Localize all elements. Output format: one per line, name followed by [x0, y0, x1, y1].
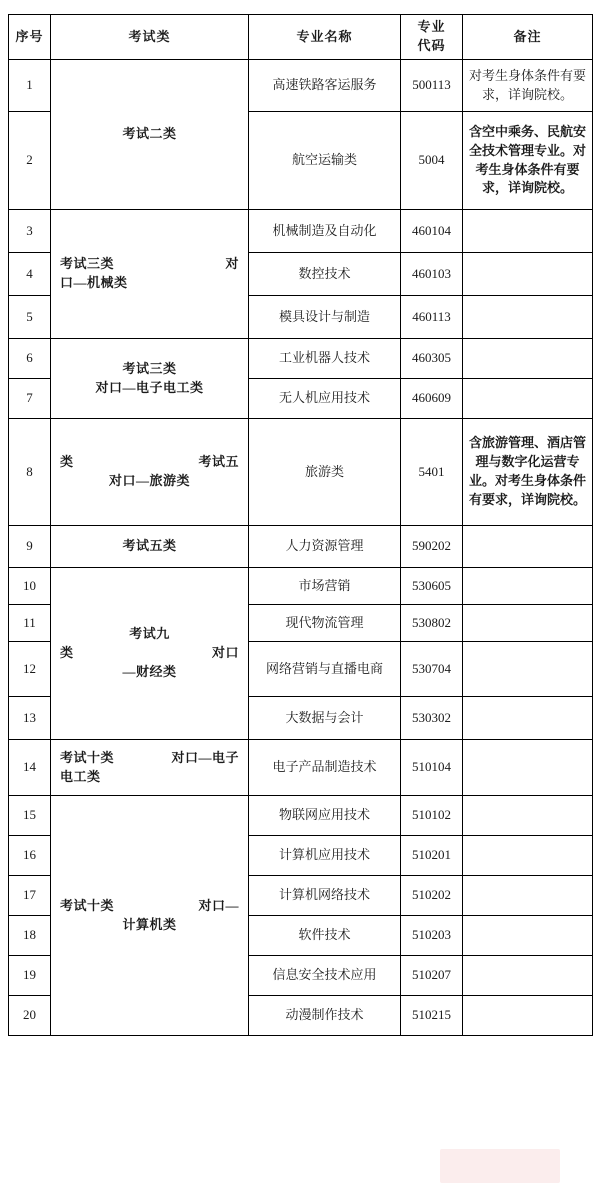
- row-note: [463, 916, 593, 956]
- row-note: 含旅游管理、酒店管理与数字化运营专业。对考生身体条件有要求，详询院校。: [463, 419, 593, 526]
- category-label-line1: 考试三类: [122, 360, 177, 376]
- row-no: 2: [9, 112, 51, 210]
- category-label-lines: [54, 897, 245, 935]
- category-label-line2-text: 对口—旅游类: [108, 473, 190, 488]
- row-major: 网络营销与直播电商: [249, 642, 401, 697]
- column-header-note: 备注: [463, 15, 593, 60]
- row-major: 高速铁路客运服务: [249, 60, 401, 112]
- row-note: [463, 642, 593, 697]
- category-label-lines: [54, 749, 245, 787]
- row-code: 460113: [401, 296, 463, 339]
- category-label-lines: [54, 625, 245, 682]
- row-no: 1: [9, 60, 51, 112]
- row-no: 19: [9, 956, 51, 996]
- row-code: 500113: [401, 60, 463, 112]
- row-major: 模具设计与制造: [249, 296, 401, 339]
- category-label-line1-right: 对口—电子: [171, 749, 239, 765]
- row-note: [463, 836, 593, 876]
- row-no: 15: [9, 796, 51, 836]
- row-code: 460609: [401, 379, 463, 419]
- row-code: 510207: [401, 956, 463, 996]
- row-major: 航空运输类: [249, 112, 401, 210]
- category-label-line2: [54, 768, 245, 787]
- row-code: 510203: [401, 916, 463, 956]
- row-no: 8: [9, 419, 51, 526]
- table-row: [9, 568, 593, 605]
- row-code: 530704: [401, 642, 463, 697]
- row-major: 计算机应用技术: [249, 836, 401, 876]
- category-label-line2-left: 类: [60, 645, 74, 661]
- row-note: [463, 605, 593, 642]
- table-row: [9, 339, 593, 379]
- row-note: [463, 876, 593, 916]
- table-body: [9, 60, 593, 1036]
- row-no: 12: [9, 642, 51, 697]
- row-major: 旅游类: [249, 419, 401, 526]
- row-major: 软件技术: [249, 916, 401, 956]
- row-note: [463, 956, 593, 996]
- table-row: [9, 526, 593, 568]
- row-code: 530605: [401, 568, 463, 605]
- category-label-line2-text: 口—机械类: [60, 275, 128, 290]
- row-major: 无人机应用技术: [249, 379, 401, 419]
- category-cell-exam10-elec: [51, 740, 249, 796]
- row-note: 含空中乘务、民航安全技术管理专业。对考生身体条件有要求，详询院校。: [463, 112, 593, 210]
- row-no: 4: [9, 253, 51, 296]
- category-label-line2: 对口—电子电工类: [95, 379, 204, 395]
- row-no: 9: [9, 526, 51, 568]
- row-major: 工业机器人技术: [249, 339, 401, 379]
- row-major: 机械制造及自动化: [249, 210, 401, 253]
- row-code: 510201: [401, 836, 463, 876]
- category-label-line1-left: 类: [60, 454, 74, 470]
- category-label-line1-right: 对口—: [198, 897, 239, 913]
- row-no: 14: [9, 740, 51, 796]
- row-major: 动漫制作技术: [249, 996, 401, 1036]
- category-cell-exam3-mech: [51, 210, 249, 339]
- category-label-line2-text: 计算机类: [122, 916, 177, 932]
- column-header-category: 考试类: [51, 15, 249, 60]
- row-no: 3: [9, 210, 51, 253]
- category-label-line2: [54, 916, 245, 935]
- category-label-line3: [54, 663, 245, 682]
- row-code: 530802: [401, 605, 463, 642]
- category-label-line1-left: 考试十类: [60, 749, 115, 765]
- row-no: 13: [9, 697, 51, 740]
- row-major: 计算机网络技术: [249, 876, 401, 916]
- category-label: 考试五类: [122, 538, 177, 554]
- category-label-line2: [54, 472, 245, 491]
- row-note: [463, 253, 593, 296]
- row-code: 5401: [401, 419, 463, 526]
- column-header-major: 专业名称: [249, 15, 401, 60]
- category-cell-exam3-elec: [51, 339, 249, 419]
- row-code: 460305: [401, 339, 463, 379]
- row-no: 7: [9, 379, 51, 419]
- category-label-line1-text: 考试九: [129, 626, 170, 642]
- row-note: [463, 796, 593, 836]
- row-note: [463, 296, 593, 339]
- row-note: [463, 526, 593, 568]
- category-label-line1-right: 对: [225, 256, 239, 272]
- row-major: 数控技术: [249, 253, 401, 296]
- row-note: [463, 210, 593, 253]
- row-major: 大数据与会计: [249, 697, 401, 740]
- row-major: 信息安全技术应用: [249, 956, 401, 996]
- category-cell-exam5-travel: [51, 419, 249, 526]
- row-no: 10: [9, 568, 51, 605]
- category-label-line1-left: 考试三类: [60, 256, 115, 272]
- column-header-no: 序号: [9, 15, 51, 60]
- category-cell-exam5: [51, 526, 249, 568]
- row-major: 市场营销: [249, 568, 401, 605]
- row-major: 物联网应用技术: [249, 796, 401, 836]
- table-row: [9, 419, 593, 526]
- category-label: 考试二类: [122, 126, 177, 142]
- row-no: 20: [9, 996, 51, 1036]
- category-label-line1: [54, 453, 245, 472]
- row-code: 510202: [401, 876, 463, 916]
- category-label-line1-left: 考试十类: [60, 897, 115, 913]
- category-label-lines: [54, 255, 245, 293]
- row-note: [463, 697, 593, 740]
- row-major: 现代物流管理: [249, 605, 401, 642]
- category-label-line3-text: —财经类: [122, 663, 177, 679]
- row-note: 对考生身体条件有要求，详询院校。: [463, 60, 593, 112]
- row-code: 510104: [401, 740, 463, 796]
- table-row: [9, 740, 593, 796]
- table-header: [9, 15, 593, 60]
- row-code: 5004: [401, 112, 463, 210]
- table-row: [9, 210, 593, 253]
- category-label-line2-right: 对口: [211, 645, 239, 661]
- row-no: 16: [9, 836, 51, 876]
- row-note: [463, 996, 593, 1036]
- row-code: 530302: [401, 697, 463, 740]
- row-note: [463, 568, 593, 605]
- watermark-stamp: [440, 1149, 560, 1183]
- category-label-line2: [54, 274, 245, 293]
- row-no: 6: [9, 339, 51, 379]
- row-no: 5: [9, 296, 51, 339]
- column-header-code-line1: 专业: [417, 19, 446, 35]
- category-cell-exam10-comp: [51, 796, 249, 1036]
- row-note: [463, 339, 593, 379]
- row-code: 510215: [401, 996, 463, 1036]
- row-code: 510102: [401, 796, 463, 836]
- category-label-line2: [54, 644, 245, 663]
- row-no: 11: [9, 605, 51, 642]
- category-label-line2-text: 电工类: [60, 768, 101, 784]
- row-no: 18: [9, 916, 51, 956]
- row-major: 电子产品制造技术: [249, 740, 401, 796]
- category-label-line1-right: 考试五: [198, 454, 239, 470]
- category-label-line1: [54, 749, 245, 768]
- row-note: [463, 740, 593, 796]
- table-row: [9, 60, 593, 112]
- table-row: [9, 796, 593, 836]
- row-major: 人力资源管理: [249, 526, 401, 568]
- column-header-code: [401, 15, 463, 60]
- row-code: 590202: [401, 526, 463, 568]
- category-label-lines: [54, 453, 245, 491]
- row-no: 17: [9, 876, 51, 916]
- category-label-line1: [54, 897, 245, 916]
- table-header-row: [9, 15, 593, 60]
- row-note: [463, 379, 593, 419]
- category-cell-exam9-finance: [51, 568, 249, 740]
- category-label-line1: [54, 625, 245, 644]
- majors-table: [8, 14, 593, 1036]
- row-code: 460104: [401, 210, 463, 253]
- row-code: 460103: [401, 253, 463, 296]
- category-label-line1: [54, 255, 245, 274]
- column-header-code-line2: 代码: [417, 38, 446, 53]
- category-cell-exam2: [51, 60, 249, 210]
